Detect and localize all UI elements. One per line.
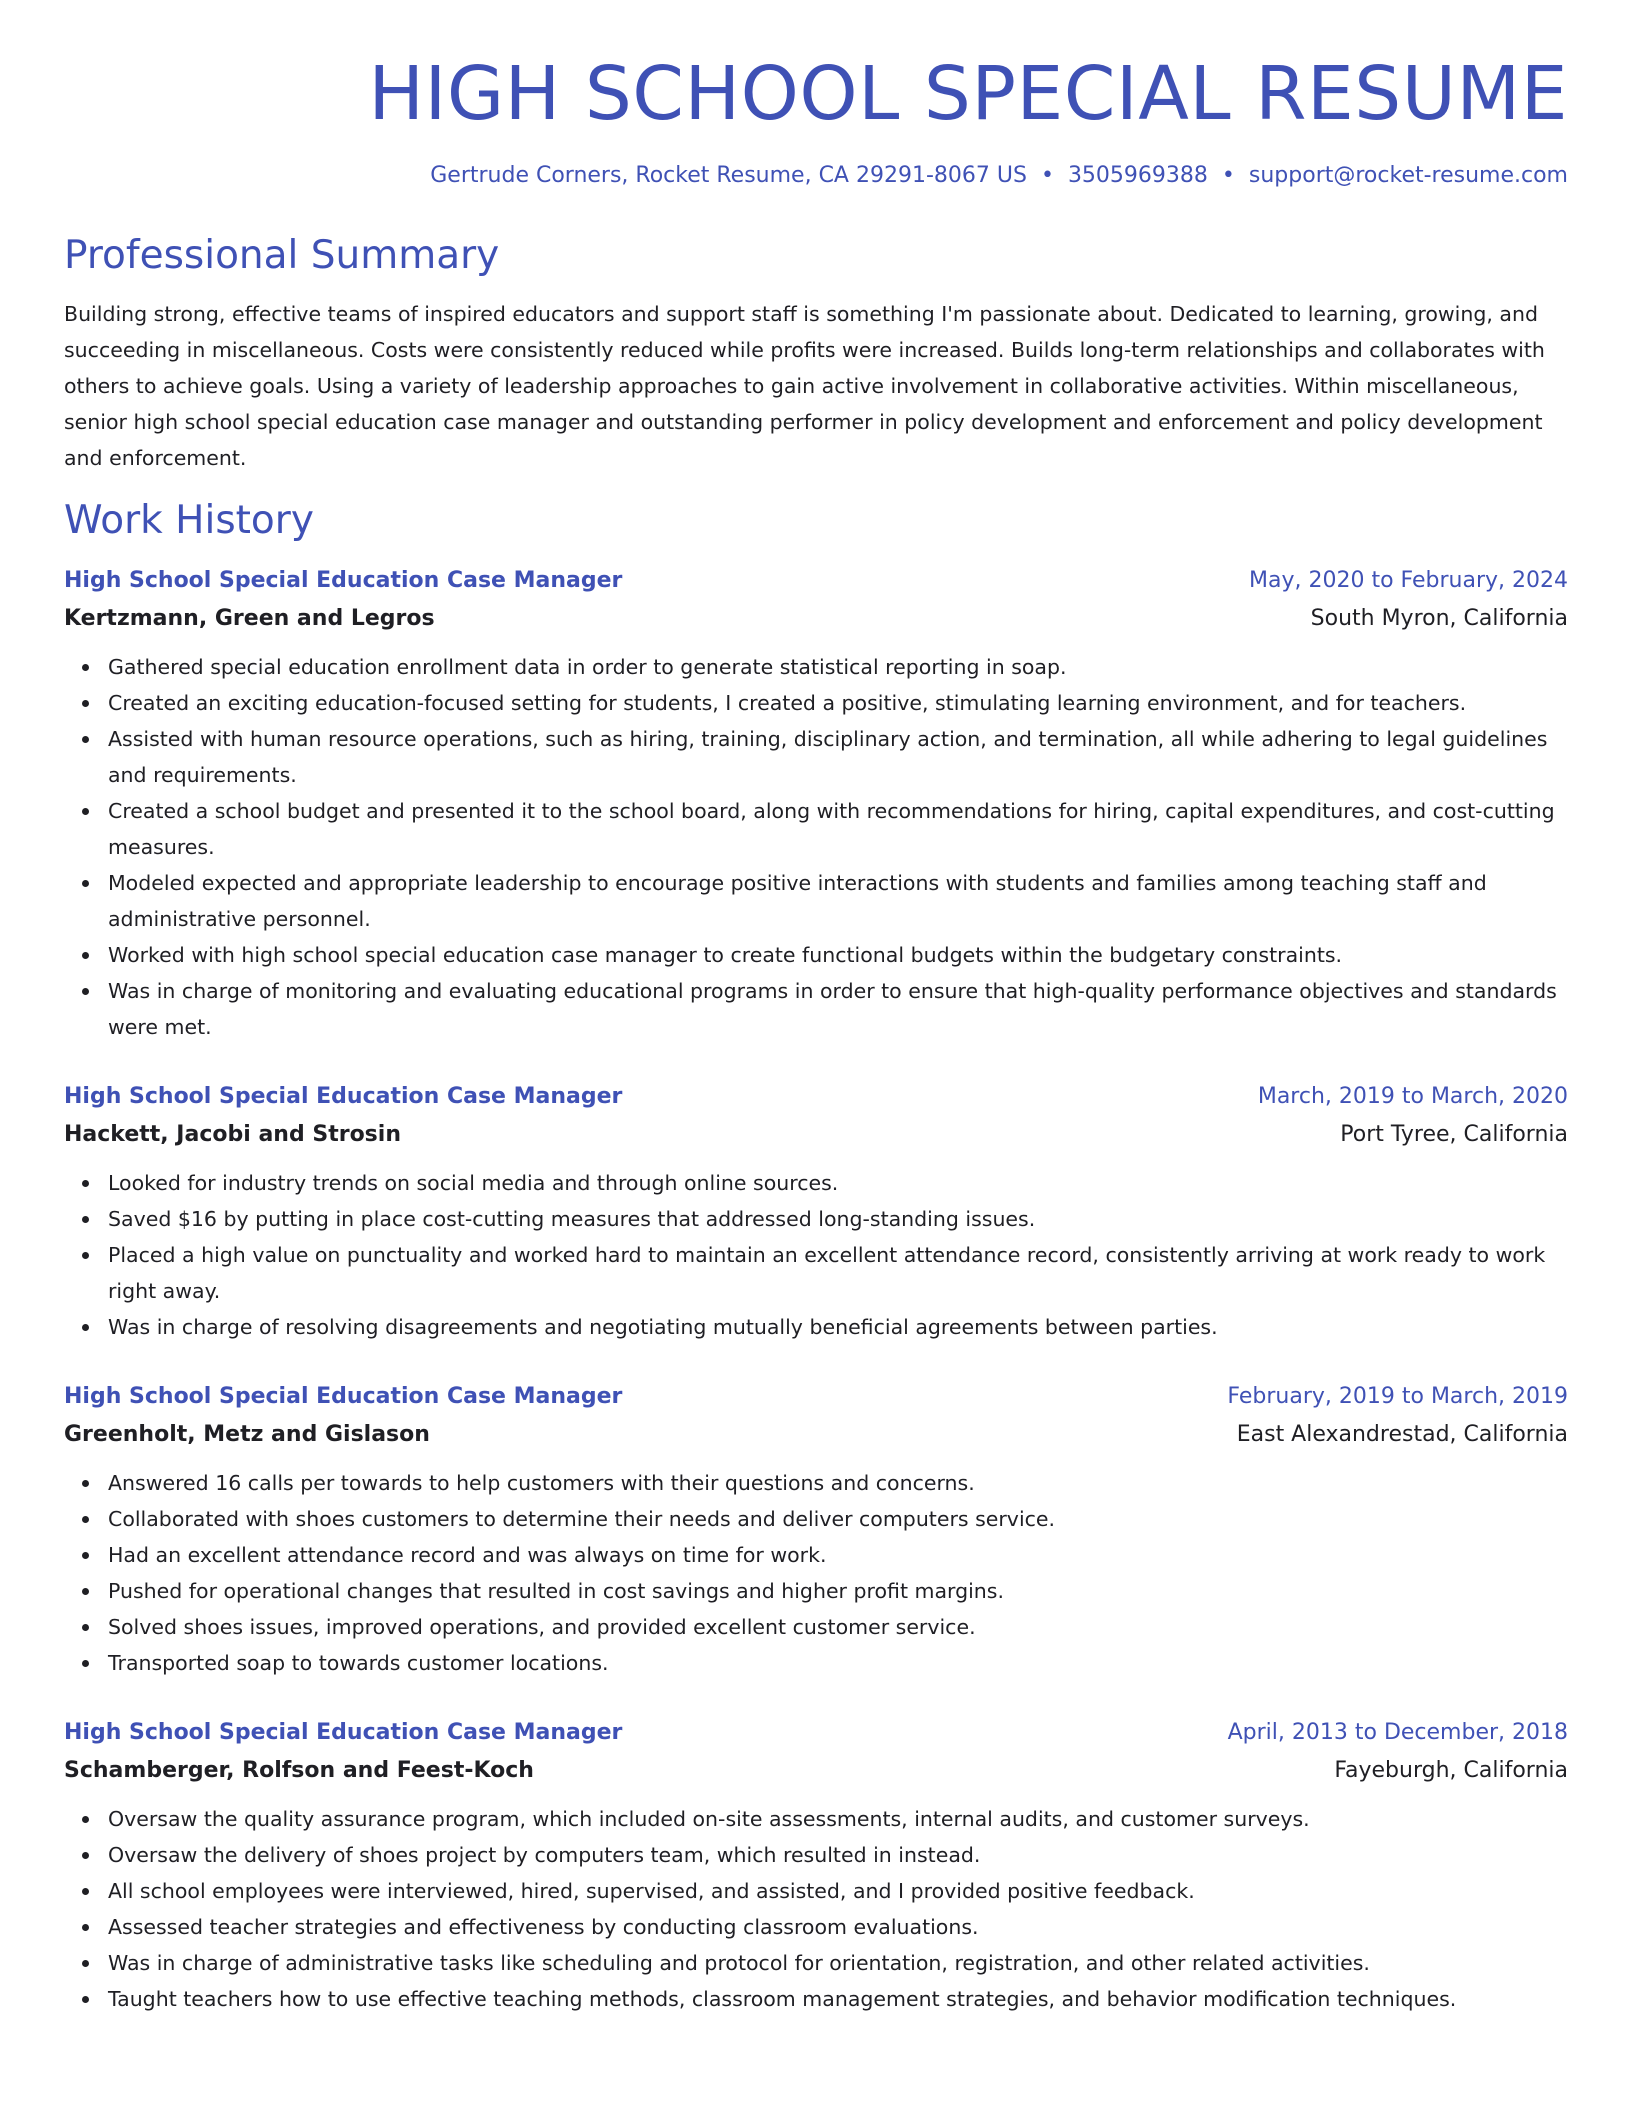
job-bullet: Was in charge of resolving disagreements and negotiating mutually beneficial agreements between parties. bbox=[108, 1309, 1568, 1345]
job-location: Fayeburgh, California bbox=[1334, 1758, 1568, 1784]
job-entry bbox=[64, 1379, 1568, 1681]
job-title-row bbox=[64, 1079, 1568, 1115]
summary-text: Building strong, effective teams of inspired educators and support staff is something I'm passionate about. Dedicated to learning, growing, and succeeding in miscellaneous. Costs were consistently reduced while profits were increased. Builds long-term relationships and collaborates with others to achieve goals. Using a variety of leadership approaches to gain active involvement in collaborative activities. Within miscellaneous, senior high school special education case manager and outstanding performer in policy development and enforcement and policy development and enforcement. bbox=[64, 302, 1545, 471]
job-bullet-list bbox=[64, 649, 1568, 1045]
job-bullet: Assisted with human resource operations, such as hiring, training, disciplinary action, and termination, all while adhering to legal guidelines and requirements. bbox=[108, 721, 1568, 793]
job-company: Schamberger, Rolfson and Feest-Koch bbox=[64, 1758, 534, 1784]
contact-email: support@rocket-resume.com bbox=[1248, 163, 1568, 189]
contact-phone: 3505969388 bbox=[1067, 163, 1208, 189]
job-company: Kertzmann, Green and Legros bbox=[64, 606, 435, 632]
job-bullet: Solved shoes issues, improved operations, and provided excellent customer service. bbox=[108, 1609, 1568, 1645]
job-bullet: Taught teachers how to use effective teaching methods, classroom management strategies, and behavior modification techniques. bbox=[108, 1981, 1568, 2017]
job-title: High School Special Education Case Manager bbox=[64, 568, 623, 594]
job-bullet: Modeled expected and appropriate leadership to encourage positive interactions with students and families among teaching staff and administrative personnel. bbox=[108, 865, 1568, 937]
job-company: Greenholt, Metz and Gislason bbox=[64, 1422, 430, 1448]
job-entry bbox=[64, 1079, 1568, 1345]
job-location: South Myron, California bbox=[1310, 606, 1568, 632]
job-location: Port Tyree, California bbox=[1340, 1122, 1568, 1148]
job-bullet: Gathered special education enrollment data in order to generate statistical reporting in soap. bbox=[108, 649, 1568, 685]
contact-separator: • bbox=[1221, 163, 1235, 189]
job-title: High School Special Education Case Manager bbox=[64, 1384, 623, 1410]
contact-address: Gertrude Corners, Rocket Resume, CA 29291-8067 US bbox=[430, 163, 1027, 189]
contact-line bbox=[64, 163, 1568, 189]
job-company-row bbox=[64, 1115, 1568, 1155]
job-bullet-list bbox=[64, 1801, 1568, 2017]
job-dates: May, 2020 to February, 2024 bbox=[1249, 568, 1568, 594]
work-history-list bbox=[64, 563, 1568, 2017]
job-bullet: Collaborated with shoes customers to determine their needs and deliver computers service. bbox=[108, 1501, 1568, 1537]
job-bullet: All school employees were interviewed, hired, supervised, and assisted, and I provided positive feedback. bbox=[108, 1873, 1568, 1909]
resume-page bbox=[64, 0, 1568, 2017]
job-dates: April, 2013 to December, 2018 bbox=[1227, 1720, 1568, 1746]
job-title-row bbox=[64, 563, 1568, 599]
resume-title: HIGH SCHOOL SPECIAL RESUME bbox=[368, 51, 1568, 137]
job-bullet: Oversaw the quality assurance program, which included on-site assessments, internal audits, and customer surveys. bbox=[108, 1801, 1568, 1837]
job-dates: February, 2019 to March, 2019 bbox=[1227, 1384, 1568, 1410]
job-company-row bbox=[64, 599, 1568, 639]
job-bullet: Answered 16 calls per towards to help customers with their questions and concerns. bbox=[108, 1465, 1568, 1501]
job-title: High School Special Education Case Manager bbox=[64, 1084, 623, 1110]
job-bullet: Had an excellent attendance record and was always on time for work. bbox=[108, 1537, 1568, 1573]
job-bullet: Oversaw the delivery of shoes project by computers team, which resulted in instead. bbox=[108, 1837, 1568, 1873]
job-bullet-list bbox=[64, 1165, 1568, 1345]
job-bullet: Created an exciting education-focused setting for students, I created a positive, stimulating learning environment, and for teachers. bbox=[108, 685, 1568, 721]
contact-separator: • bbox=[1040, 163, 1054, 189]
job-company-row bbox=[64, 1751, 1568, 1791]
job-title-row bbox=[64, 1715, 1568, 1751]
job-bullet: Placed a high value on punctuality and worked hard to maintain an excellent attendance record, consistently arriving at work ready to work right away. bbox=[108, 1237, 1568, 1309]
summary-heading: Professional Summary bbox=[64, 233, 500, 279]
job-entry bbox=[64, 563, 1568, 1045]
job-bullet: Was in charge of monitoring and evaluating educational programs in order to ensure that high-quality performance objectives and standards were met. bbox=[108, 973, 1568, 1045]
job-bullet: Transported soap to towards customer locations. bbox=[108, 1645, 1568, 1681]
job-company-row bbox=[64, 1415, 1568, 1455]
job-bullet: Was in charge of administrative tasks like scheduling and protocol for orientation, registration, and other related activities. bbox=[108, 1945, 1568, 1981]
job-title-row bbox=[64, 1379, 1568, 1415]
job-company: Hackett, Jacobi and Strosin bbox=[64, 1122, 401, 1148]
job-entry bbox=[64, 1715, 1568, 2017]
job-bullet: Assessed teacher strategies and effectiveness by conducting classroom evaluations. bbox=[108, 1909, 1568, 1945]
job-dates: March, 2019 to March, 2020 bbox=[1257, 1084, 1568, 1110]
job-location: East Alexandrestad, California bbox=[1236, 1422, 1568, 1448]
job-bullet: Looked for industry trends on social media and through online sources. bbox=[108, 1165, 1568, 1201]
work-history-heading: Work History bbox=[64, 498, 314, 544]
job-bullet-list bbox=[64, 1465, 1568, 1681]
job-bullet: Created a school budget and presented it to the school board, along with recommendations for hiring, capital expenditures, and cost-cutting measures. bbox=[108, 793, 1568, 865]
job-title: High School Special Education Case Manager bbox=[64, 1720, 623, 1746]
job-bullet: Saved $16 by putting in place cost-cutting measures that addressed long-standing issues. bbox=[108, 1201, 1568, 1237]
job-bullet: Worked with high school special education case manager to create functional budgets within the budgetary constraints. bbox=[108, 937, 1568, 973]
job-bullet: Pushed for operational changes that resulted in cost savings and higher profit margins. bbox=[108, 1573, 1568, 1609]
